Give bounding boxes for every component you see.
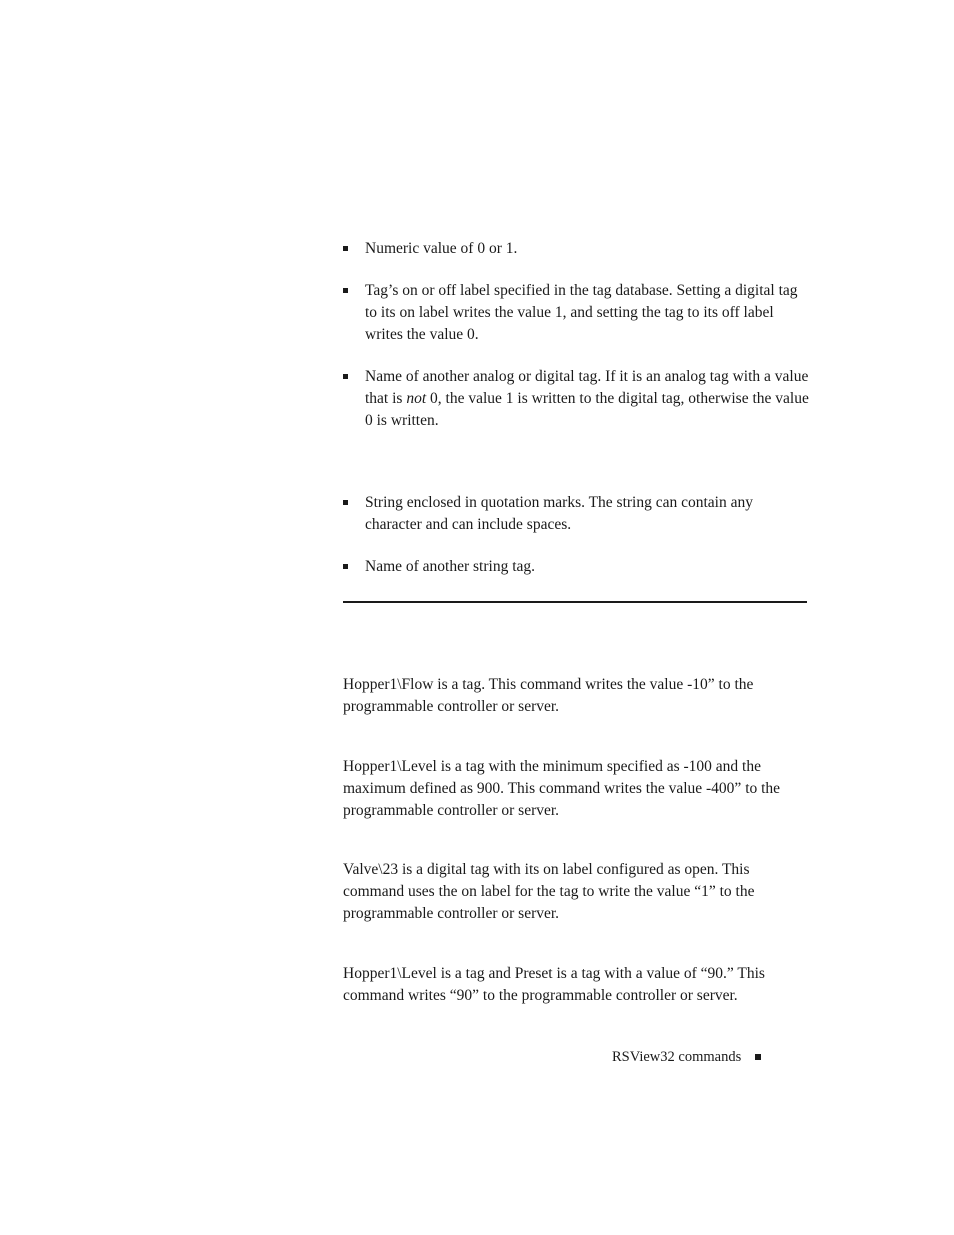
- page-footer: RSView32 commands: [612, 1049, 742, 1065]
- example-paragraph: Valve\23 is a digital tag with its on label configured as open. This command uses the on label for the tag to write the value “1” to the programmable controller or server.: [343, 861, 755, 922]
- section-divider: [343, 601, 807, 603]
- bullet-text-part: Name of another analog or digital tag. If it is an analog tag with a value that is: [365, 368, 809, 407]
- footer-marker: [755, 1054, 761, 1060]
- bullet-numeric-value: [343, 238, 813, 260]
- emphasis-text: not: [406, 390, 427, 407]
- bullet-on-off-label: [343, 280, 813, 346]
- bullet-analog-digital-tag: [343, 366, 813, 432]
- bullet-marker: [343, 374, 348, 379]
- bullet-text: [365, 366, 813, 432]
- bullet-text: String enclosed in quotation marks. The string can contain any character and can include spaces.: [365, 494, 753, 533]
- bullet-text-part: 0, the value 1 is written to the digital tag, otherwise the value 0 is written.: [365, 390, 809, 429]
- bullet-marker: [343, 500, 348, 505]
- bullet-quoted-string: [343, 492, 813, 536]
- example-paragraph: Hopper1\Flow is a tag. This command writes the value -10” to the programmable controller or server.: [343, 676, 754, 715]
- bullet-text: Name of another string tag.: [365, 558, 536, 575]
- bullet-text: Tag’s on or off label specified in the tag database. Setting a digital tag to its on label writes the value 1, and setting the tag to its off label writes the value 0.: [365, 282, 798, 343]
- example-paragraph: Hopper1\Level is a tag and Preset is a tag with a value of “90.” This command writes “90” to the programmable controller or server.: [343, 965, 765, 1004]
- bullet-text: Numeric value of 0 or 1.: [365, 240, 518, 257]
- bullet-marker: [343, 564, 348, 569]
- bullet-marker: [343, 288, 348, 293]
- example-paragraph: Hopper1\Level is a tag with the minimum specified as -100 and the maximum defined as 900. This command writes the value -400” to the programmable controller or server.: [343, 758, 781, 819]
- bullet-string-tag: [343, 556, 813, 578]
- bullet-marker: [343, 246, 348, 251]
